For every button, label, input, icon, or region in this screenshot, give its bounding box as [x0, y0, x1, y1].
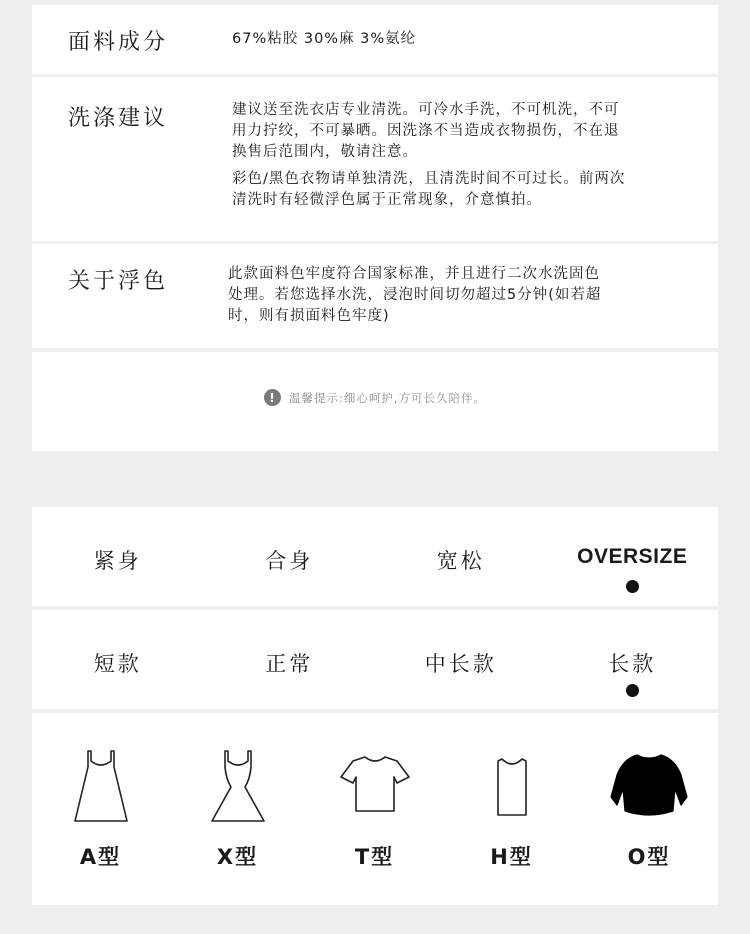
x-line-dress-icon [206, 747, 270, 823]
length-label: 短款 [93, 652, 142, 676]
fit-option-loose [375, 507, 547, 606]
fabric-text: 67%粘胶 30%麻 3%氨纶 [232, 31, 417, 47]
h-line-tank-icon [480, 747, 544, 823]
color-fading-line: 时，则有损面料色牢度) [228, 308, 390, 324]
washing-text [232, 100, 625, 211]
shape-option-o [580, 713, 718, 905]
care-tip-text: 温馨提示:细心呵护,方可长久陪伴。 [288, 390, 487, 405]
fabric-title: 面料成分 [68, 30, 169, 55]
washing-advice-row [32, 77, 718, 241]
length-option-long [547, 610, 719, 709]
care-tip-row [32, 352, 718, 451]
washing-line: 用力拧绞，不可暴晒。因洗涤不当造成衣物损伤，不在退 [232, 123, 620, 139]
silhouette-row [32, 713, 718, 905]
shape-label: O型 [627, 845, 671, 869]
fit-option-regular [204, 507, 376, 606]
shape-label: H型 [490, 845, 533, 869]
length-label: 长款 [608, 652, 657, 676]
washing-line: 清洗时有轻微浮色属于正常现象，介意慎拍。 [232, 192, 542, 208]
shape-option-x [169, 713, 306, 905]
length-option-regular [204, 610, 376, 709]
fit-label: 紧身 [93, 549, 142, 573]
washing-line: 换售后范围内，敬请注意。 [232, 144, 418, 160]
fit-option-tight [32, 507, 204, 606]
o-shape-sweater-icon [609, 747, 689, 823]
fit-option-oversize [547, 507, 719, 606]
shape-option-a [32, 713, 169, 905]
length-row [32, 610, 718, 709]
shape-label: X型 [216, 845, 259, 869]
color-fading-row [32, 244, 718, 348]
fit-label: 合身 [265, 549, 314, 573]
care-tip [32, 389, 718, 406]
shape-label: A型 [79, 845, 122, 869]
washing-line: 彩色/黑色衣物请单独清洗，且清洗时间不可过长。前两次 [232, 171, 626, 187]
fabric-composition-row [32, 5, 718, 74]
fit-label: OVERSIZE [577, 545, 688, 568]
length-option-short [32, 610, 204, 709]
fit-row [32, 507, 718, 606]
shape-label: T型 [354, 845, 395, 869]
washing-line: 建议送至洗衣店专业清洗。可冷水手洗，不可机洗，不可 [232, 102, 620, 118]
exclamation-icon: ! [264, 389, 281, 406]
selected-dot [626, 684, 639, 697]
color-fading-text [228, 264, 601, 327]
color-fading-line: 处理。若您选择水洗，浸泡时间切勿超过5分钟(如若超 [228, 287, 602, 303]
length-option-mid-long [375, 610, 547, 709]
t-shirt-icon [339, 747, 411, 823]
selected-dot [626, 580, 639, 593]
length-label: 中长款 [424, 652, 497, 676]
length-label: 正常 [265, 652, 314, 676]
fit-label: 宽松 [436, 549, 485, 573]
color-fading-title: 关于浮色 [68, 269, 169, 294]
shape-option-h [443, 713, 580, 905]
color-fading-line: 此款面料色牢度符合国家标准，并且进行二次水洗固色 [228, 266, 600, 282]
shape-option-t [306, 713, 443, 905]
a-line-dress-icon [69, 747, 133, 823]
washing-title: 洗涤建议 [68, 106, 169, 131]
